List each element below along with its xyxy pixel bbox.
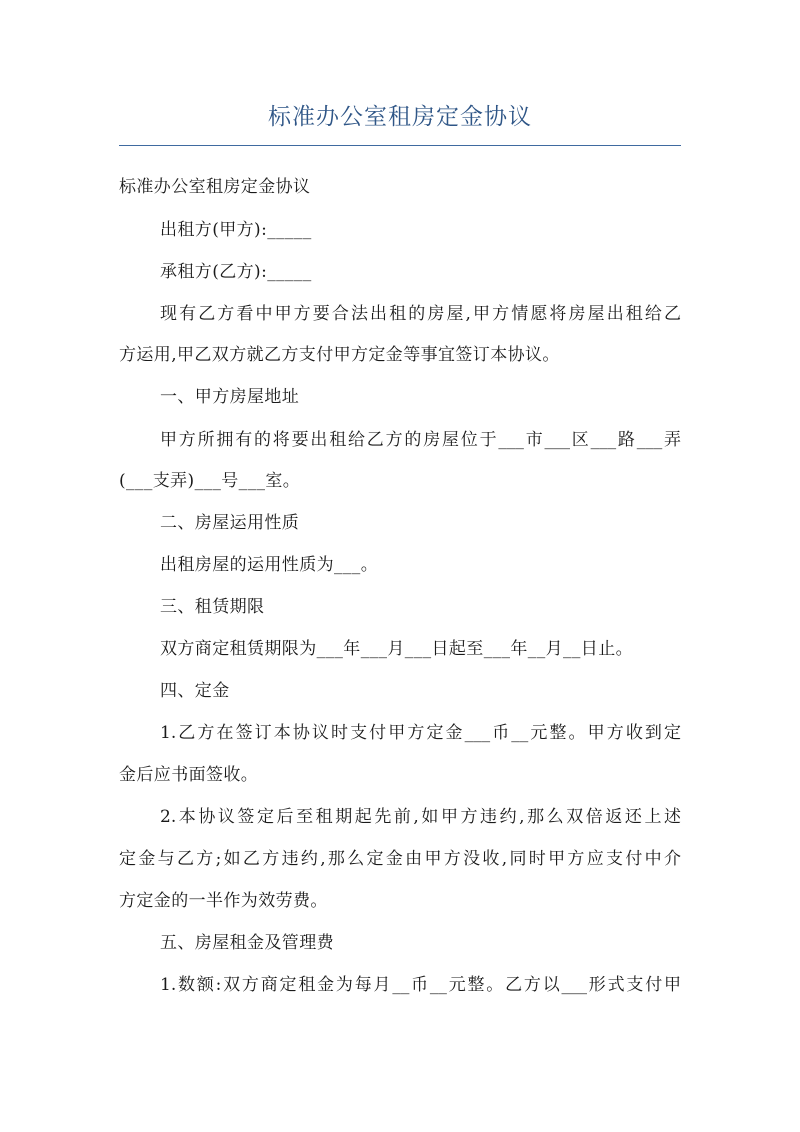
- paragraph-line: 甲方所拥有的将要出租给乙方的房屋位于___市___区___路___弄: [160, 430, 681, 450]
- doc-subtitle: 标准办公室租房定金协议: [119, 177, 311, 197]
- section-heading: 四、定金: [160, 681, 230, 701]
- paragraph-line: 金后应书面签收。: [119, 765, 259, 785]
- paragraph-line: 现有乙方看中甲方要合法出租的房屋,甲方情愿将房屋出租给乙: [160, 304, 681, 324]
- paragraph-line: 双方商定租赁期限为___年___月___日起至___年__月__日止。: [160, 639, 633, 659]
- title-underline: [119, 145, 681, 146]
- section-heading: 五、房屋租金及管理费: [160, 933, 334, 953]
- paragraph-line: 1.数额:双方商定租金为每月__币__元整。乙方以___形式支付甲: [160, 975, 681, 995]
- paragraph-line: 方运用,甲乙双方就乙方支付甲方定金等事宜签订本协议。: [119, 345, 560, 365]
- section-heading: 一、甲方房屋地址: [160, 387, 300, 407]
- document-title: 标准办公室租房定金协议: [268, 104, 532, 130]
- lessor-line: 出租方(甲方):_____: [160, 220, 312, 240]
- paragraph-line: 2.本协议签定后至租期起先前,如甲方违约,那么双倍返还上述: [160, 807, 681, 827]
- paragraph-line: 1.乙方在签订本协议时支付甲方定金___币__元整。甲方收到定: [160, 723, 681, 743]
- paragraph-line: 方定金的一半作为效劳费。: [119, 891, 328, 911]
- paragraph-line: (___支弄)___号___室。: [119, 471, 301, 491]
- section-heading: 三、租赁期限: [160, 597, 265, 617]
- section-heading: 二、房屋运用性质: [160, 513, 300, 533]
- paragraph-line: 出租房屋的运用性质为___。: [160, 555, 379, 575]
- lessee-line: 承租方(乙方):_____: [160, 262, 312, 282]
- paragraph-line: 定金与乙方;如乙方违约,那么定金由甲方没收,同时甲方应支付中介: [119, 849, 681, 869]
